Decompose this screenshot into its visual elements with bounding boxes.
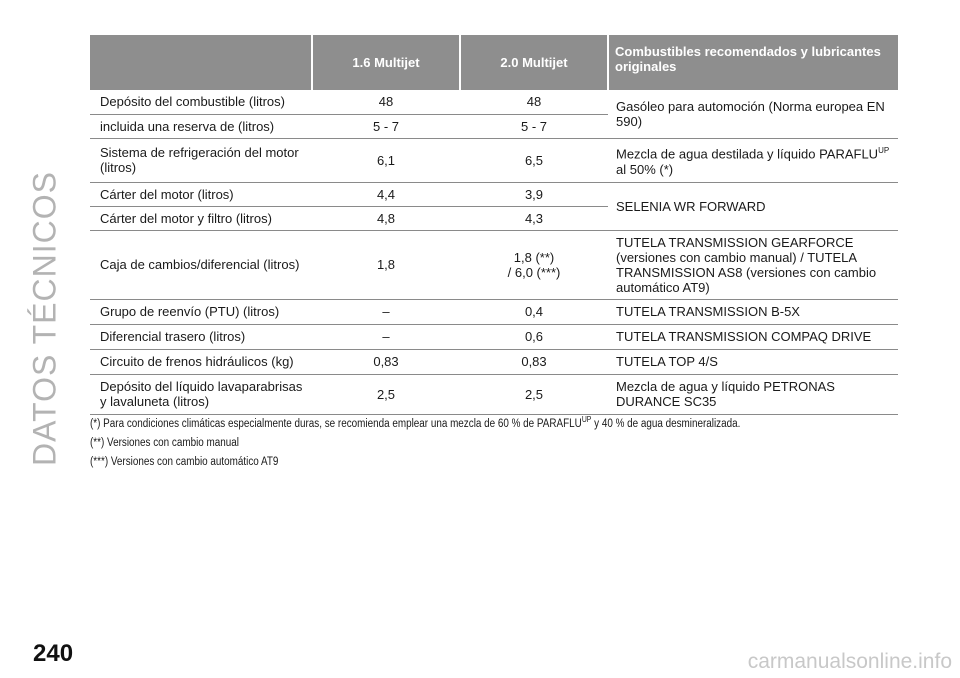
header-engine-1: 1.6 Multijet — [312, 35, 460, 90]
header-fluids: Combustibles recomendados y lubricantes originales — [608, 35, 898, 90]
value-engine-2: 0,83 — [460, 349, 608, 374]
value-engine-1: 2,5 — [312, 374, 460, 414]
footnotes — [90, 410, 795, 472]
table-row — [90, 324, 898, 349]
row-label: Cárter del motor y filtro (litros) — [90, 206, 312, 230]
value-engine-2: 2,5 — [460, 374, 608, 414]
fluid-text-cont: al 50% — [616, 161, 656, 177]
row-label: Grupo de reenvío (PTU) (litros) — [90, 299, 312, 324]
value-engine-1: – — [312, 299, 460, 324]
table-row — [90, 349, 898, 374]
row-label: Depósito del líquido lavaparabrisas y lavaluneta (litros) — [90, 374, 312, 414]
fluid-cell: TUTELA TRANSMISSION B-5X — [608, 299, 898, 324]
value-engine-1: 1,8 — [312, 230, 460, 299]
value-engine-1: 6,1 — [312, 138, 460, 182]
row-label: Circuito de frenos hidráulicos (kg) — [90, 349, 312, 374]
value-engine-2: 0,4 — [460, 299, 608, 324]
table-row — [90, 299, 898, 324]
row-label: Sistema de refrigeración del motor (litros) — [90, 138, 312, 182]
value-engine-2: 48 — [460, 90, 608, 114]
footnote-3: (***) Versiones con cambio automático AT9 — [90, 455, 279, 468]
table-row — [90, 230, 898, 299]
value-engine-2: 3,9 — [460, 182, 608, 206]
fluid-cell: TUTELA TRANSMISSION GEARFORCE (versiones con cambio manual) / TUTELA TRANSMISSION AS8 (versiones con cambio automático AT9) — [608, 230, 898, 299]
table-row — [90, 90, 898, 114]
row-label: Diferencial trasero (litros) — [90, 324, 312, 349]
footnote-1-text: (*) Para condiciones climáticas especialmente duras, se recomienda emplear una mezcla de 60 % de PARAFLU — [90, 417, 582, 430]
fluid-superscript: UP — [878, 146, 890, 156]
fluid-cell: TUTELA TOP 4/S — [608, 349, 898, 374]
value-engine-1: – — [312, 324, 460, 349]
value-engine-1: 4,4 — [312, 182, 460, 206]
value-engine-1: 0,83 — [312, 349, 460, 374]
table-header-row — [90, 35, 898, 90]
watermark: carmanualsonline.info — [747, 650, 952, 673]
footnote-1 — [90, 410, 795, 434]
fluid-text: Mezcla de agua destilada y líquido PARAFLU — [616, 146, 879, 162]
footnote-1-superscript: UP — [581, 415, 592, 424]
section-title: DATOS TÉCNICOS — [26, 171, 63, 466]
row-label: Depósito del combustible (litros) — [90, 90, 312, 114]
footnote-1-text-end: y 40 % de agua desmineralizada. — [594, 417, 741, 430]
value-engine-2: 4,3 — [460, 206, 608, 230]
footnote-ref: (*) — [659, 161, 674, 177]
value-engine-1: 5 - 7 — [312, 114, 460, 138]
value-manual: 1,8 (**) — [513, 249, 555, 265]
page-number: 240 — [33, 640, 74, 667]
header-engine-2: 2.0 Multijet — [460, 35, 608, 90]
table-row — [90, 374, 898, 414]
value-engine-2: 6,5 — [460, 138, 608, 182]
value-engine-1: 4,8 — [312, 206, 460, 230]
row-label: Cárter del motor (litros) — [90, 182, 312, 206]
header-blank-cell — [90, 35, 312, 90]
table-row — [90, 182, 898, 206]
value-engine-1: 48 — [312, 90, 460, 114]
row-label: Caja de cambios/diferencial (litros) — [90, 230, 312, 299]
fluid-cell: TUTELA TRANSMISSION COMPAQ DRIVE — [608, 324, 898, 349]
row-label: incluida una reserva de (litros) — [90, 114, 312, 138]
value-engine-2 — [460, 230, 608, 299]
fluids-capacity-table — [90, 35, 898, 415]
footnote-2: (**) Versiones con cambio manual — [90, 436, 239, 449]
fluid-cell — [608, 138, 898, 182]
value-engine-2: 0,6 — [460, 324, 608, 349]
fluid-cell: Gasóleo para automoción (Norma europea EN 590) — [608, 90, 898, 138]
value-automatic: / 6,0 (***) — [507, 264, 561, 280]
value-engine-2: 5 - 7 — [460, 114, 608, 138]
fluid-cell: Mezcla de agua y líquido PETRONAS DURANCE SC35 — [608, 374, 898, 414]
fluid-cell: SELENIA WR FORWARD — [608, 182, 898, 230]
table-row — [90, 138, 898, 182]
